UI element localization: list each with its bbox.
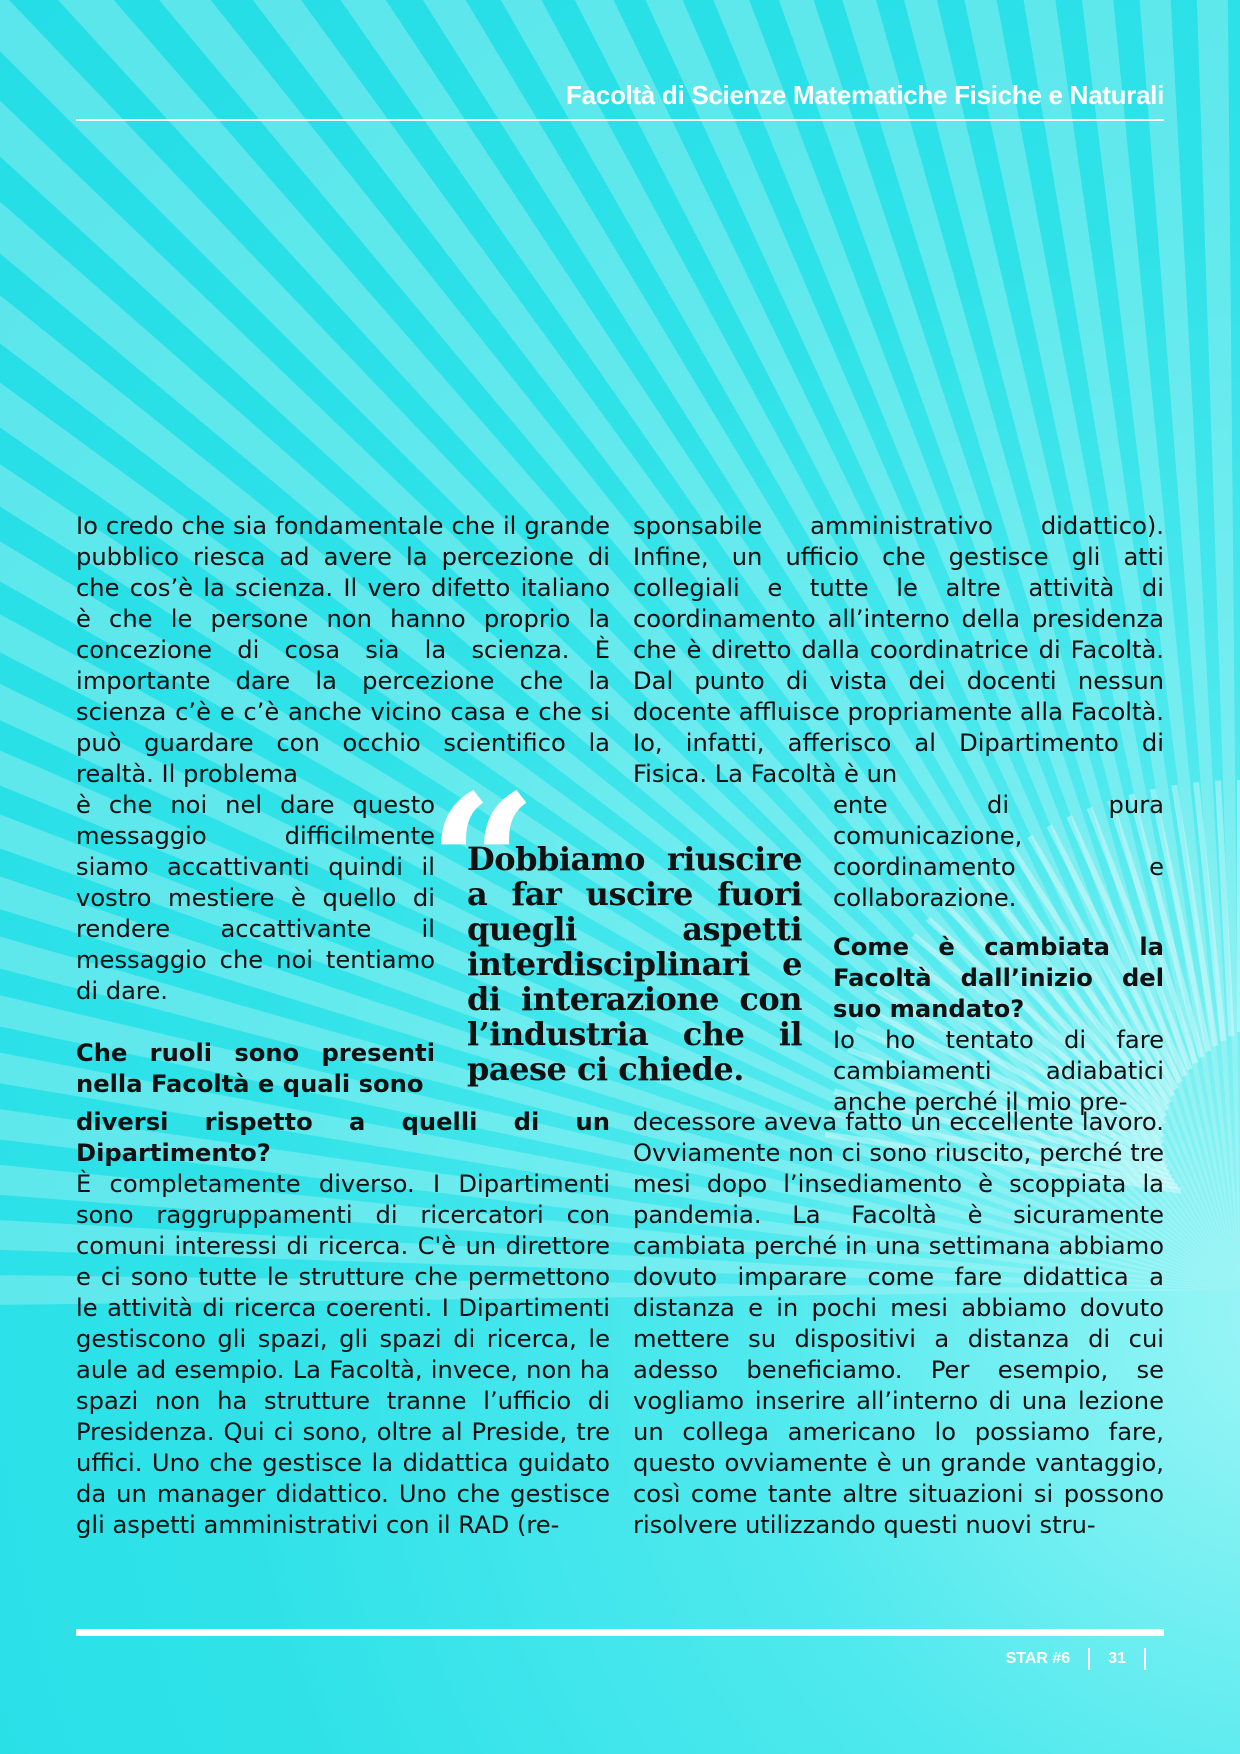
paragraph-intro: Io credo che sia fondamentale che il grande pubblico riesca ad avere la percezione di che cos’è la scienza. Il vero difetto italiano è che le persone non hanno proprio la concezione di cosa sia la scienza. È importante dare la percezione che la scienza c’è e c’è anche vicino casa e che si può guardare con occhio scientifico la realtà. Il problema [76, 512, 610, 788]
page-number: 31 [1108, 1650, 1126, 1668]
question-roles-part2: diversi rispetto a quelli di un Dipartimento? [76, 1108, 610, 1167]
right-column-narrow [833, 790, 1164, 1118]
quote-mark-icon: “ [428, 753, 538, 976]
right-column-lower [633, 1107, 1164, 1541]
magazine-issue: STAR #6 [1005, 1650, 1071, 1668]
answer-change-part1: Io ho tentato di fare cambiamenti adiabatici anche perché il mio pre- [833, 1026, 1164, 1116]
paragraph-offices: sponsabile amministrativo didattico). Infine, un ufficio che gestisce gli atti collegiali e tutte le altre attività di coordinamento all’interno della presidenza che è diretto dalla coordinatrice di Facoltà. Dal punto di vista dei docenti nessun docente affluisce propriamente alla Facoltà. Io, infatti, afferisco al Dipartimento di Fisica. La Facoltà è un [633, 512, 1164, 788]
right-column-upper [633, 511, 1164, 790]
paragraph-communication: ente di pura comunicazione, coordinamento e collaborazione. [833, 791, 1164, 912]
answer-roles: È completamente diverso. I Dipartimenti sono raggruppamenti di ricercatori con comuni interessi di ricerca. C'è un direttore e ci sono tutte le strutture che permettono le attività di ricerca coerenti. I Dipartimenti gestiscono gli spazi, gli spazi di ricerca, le aule ad esempio. La Facoltà, invece, non ha spazi non ha strutture tranne l’ufficio di Presidenza. Qui ci sono, oltre al Preside, tre uffici. Uno che gestisce la didattica guidato da un manager didattico. Uno che gestisce gli aspetti amministrativi con il RAD (re- [76, 1170, 610, 1539]
pull-quote: Dobbiamo riuscire a far uscire fuori quegli aspetti interdisciplinari e di interazione con l’industria che il paese ci chiede. [467, 840, 802, 1088]
left-column-narrow [76, 790, 435, 1100]
footer-divider [76, 1629, 1164, 1636]
footer [1006, 1648, 1164, 1670]
paragraph-message: è che noi nel dare questo messaggio difficilmente siamo accattivanti quindi il vostro mestiere è quello di rendere accattivante il messaggio che noi tentiamo di dare. [76, 791, 435, 1005]
question-change: Come è cambiata la Facoltà dall’inizio del suo mandato? [833, 933, 1164, 1023]
answer-change-part2: decessore aveva fatto un eccellente lavoro. Ovviamente non ci sono riuscito, perché tre mesi dopo l’insediamento è scoppiata la pandemia. La Facoltà è sicuramente cambiata perché in una settimana abbiamo dovuto imparare come fare didattica a distanza e in pochi mesi abbiamo dovuto mettere su dispositivi a distanza di cui adesso beneficiamo. Per esempio, se vogliamo inserire all’interno di una lezione un collega americano lo possiamo fare, questo ovviamente è un grande vantaggio, così come tante altre situazioni si possono risolvere utilizzando questi nuovi stru- [633, 1108, 1164, 1539]
header-title: Facoltà di Scienze Matematiche Fisiche e Naturali [566, 80, 1164, 110]
footer-separator [1144, 1648, 1146, 1670]
question-roles-part1: Che ruoli sono presenti nella Facoltà e quali sono [76, 1039, 435, 1098]
left-column-lower [76, 1107, 610, 1541]
header-divider [76, 119, 1164, 121]
footer-separator [1088, 1648, 1090, 1670]
left-column-upper [76, 511, 610, 790]
